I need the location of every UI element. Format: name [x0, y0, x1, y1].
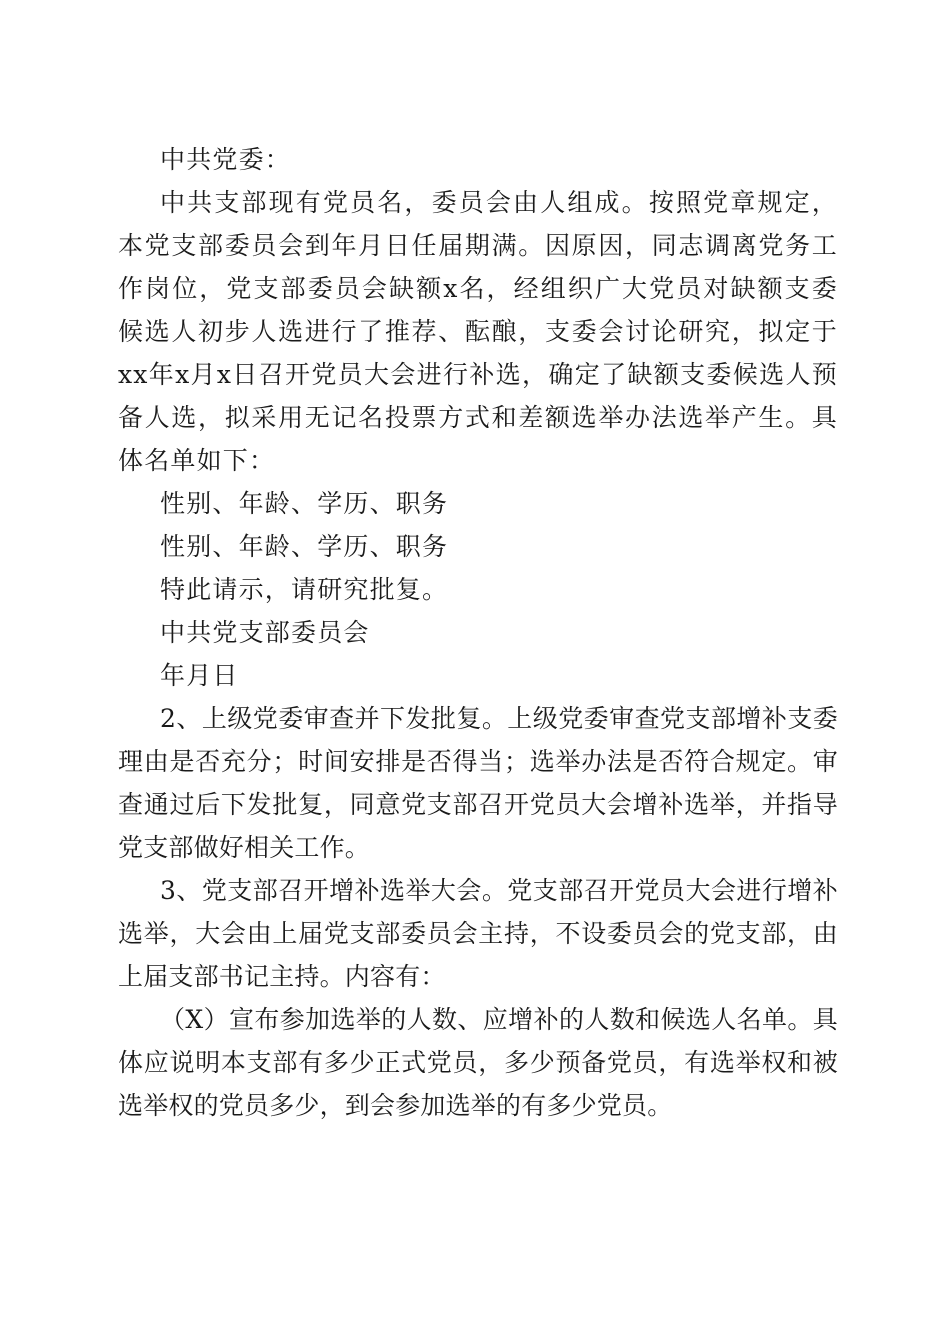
- candidate-line-1: 性别、年龄、学历、职务: [160, 489, 449, 518]
- signature-org: 中共党支部委员会: [160, 618, 370, 647]
- salutation: 中共党委：: [160, 145, 292, 174]
- step-3-paragraph: 3、党支部召开增补选举大会。党支部召开党员大会进行增补选举，大会由上届党支部委员会主持，不设委员会的党支部，由上届支部书记主持。内容有：: [118, 876, 838, 991]
- signature-date: 年月日: [160, 661, 239, 690]
- step-x-paragraph: （X）宣布参加选举的人数、应增补的人数和候选人名单。具体应说明本支部有多少正式党员，多少预备党员，有选举权和被选举权的党员多少，到会参加选举的有多少党员。: [118, 1005, 838, 1120]
- request-paragraph: 中共支部现有党员名，委员会由人组成。按照党章规定，本党支部委员会到年月日任届期满。因原因，同志调离党务工作岗位，党支部委员会缺额x名，经组织广大党员对缺额支委候选人初步人选进行了推荐、酝酿，支委会讨论研究，拟定于xx年x月x日召开党员大会进行补选，确定了缺额支委候选人预备人选，拟采用无记名投票方式和差额选举办法选举产生。具体名单如下：: [118, 188, 838, 475]
- document-body: [118, 138, 838, 1127]
- step-2-paragraph: 2、上级党委审查并下发批复。上级党委审查党支部增补支委理由是否充分；时间安排是否得当；选举办法是否符合规定。审查通过后下发批复，同意党支部召开党员大会增补选举，并指导党支部做好相关工作。: [118, 704, 838, 862]
- closing-line: 特此请示，请研究批复。: [160, 575, 449, 604]
- candidate-line-2: 性别、年龄、学历、职务: [160, 532, 449, 561]
